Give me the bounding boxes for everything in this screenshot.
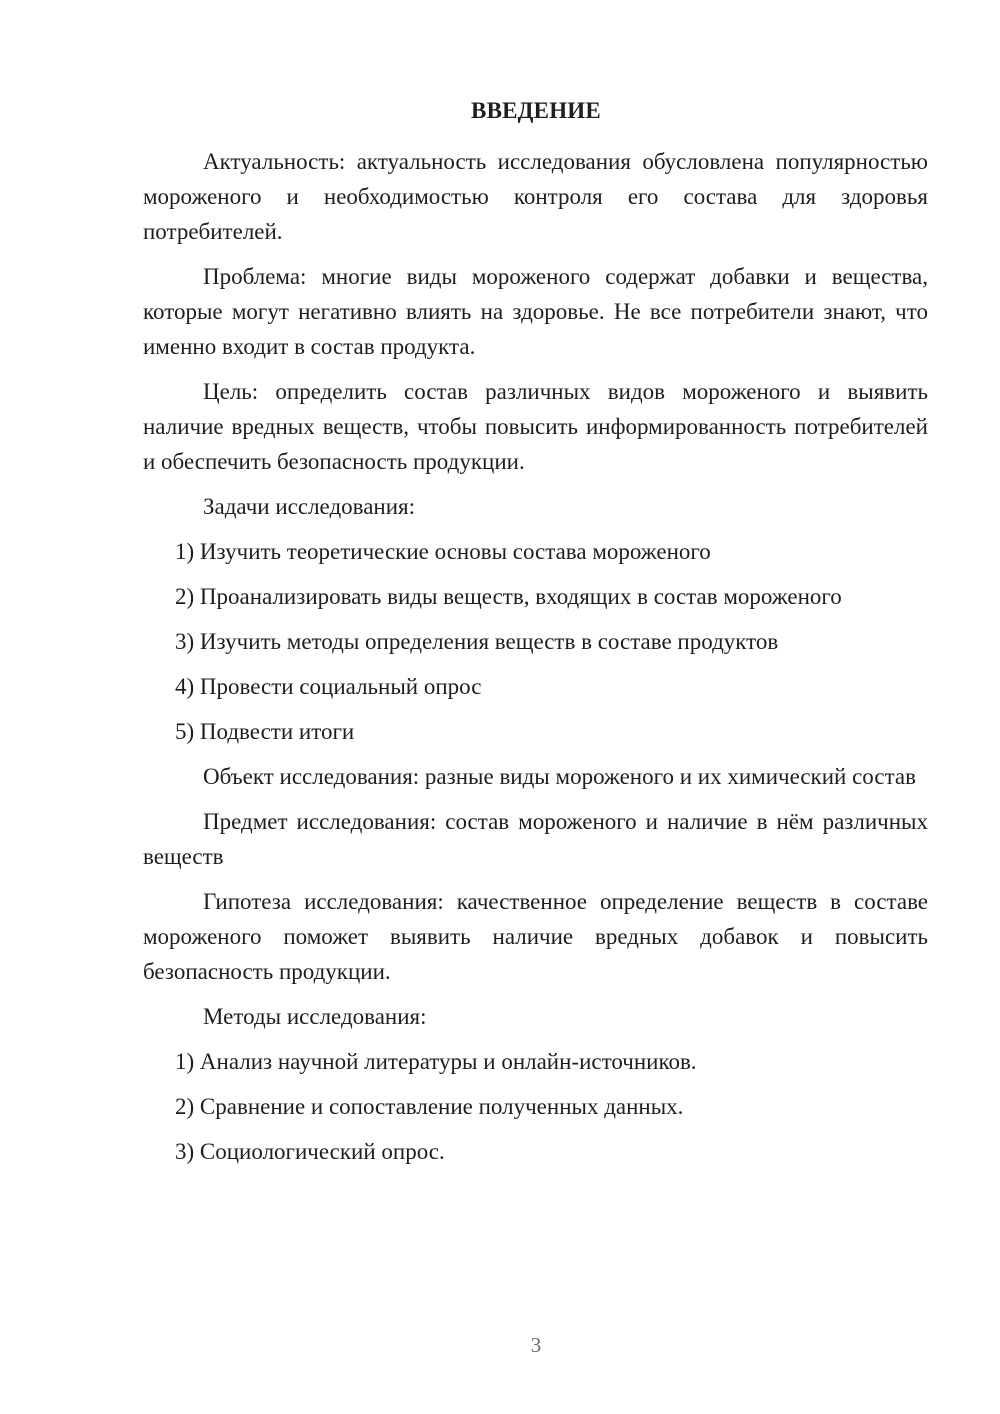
task-item-5: 5) Подвести итоги: [175, 719, 355, 744]
relevance-paragraph: Актуальность: актуальность исследования обусловлена популярностью мороженого и необходимостью контроля его состава для здоровья потребителей.: [143, 149, 928, 244]
object-paragraph: Объект исследования: разные виды мороженого и их химический состав: [203, 764, 916, 789]
goal-paragraph: Цель: определить состав различных видов мороженого и выявить наличие вредных веществ, чтобы повысить информированность потребителей и обеспечить безопасность продукции.: [143, 379, 928, 474]
tasks-heading: Задачи исследования:: [203, 494, 416, 519]
page-number: 3: [530, 1333, 542, 1357]
hypothesis-paragraph: Гипотеза исследования: качественное определение веществ в составе мороженого поможет выявить наличие вредных добавок и повысить безопасность продукции.: [143, 889, 928, 984]
task-item-1: 1) Изучить теоретические основы состава мороженого: [175, 539, 711, 564]
methods-heading: Методы исследования:: [203, 1004, 427, 1029]
method-item-2: 2) Сравнение и сопоставление полученных данных.: [175, 1094, 684, 1119]
method-item-1: 1) Анализ научной литературы и онлайн-источников.: [175, 1049, 697, 1074]
document-body: [143, 144, 928, 1179]
page-title: ВВЕДЕНИЕ: [471, 98, 601, 123]
method-item-3: 3) Социологический опрос.: [175, 1139, 445, 1164]
task-item-2: 2) Проанализировать виды веществ, входящих в состав мороженого: [175, 584, 842, 609]
task-item-3: 3) Изучить методы определения веществ в составе продуктов: [175, 629, 779, 654]
problem-paragraph: Проблема: многие виды мороженого содержат добавки и вещества, которые могут негативно влиять на здоровье. Не все потребители знают, что именно входит в состав продукта.: [143, 264, 928, 359]
subject-paragraph: Предмет исследования: состав мороженого и наличие в нём различных веществ: [143, 809, 928, 869]
task-item-4: 4) Провести социальный опрос: [175, 674, 482, 699]
